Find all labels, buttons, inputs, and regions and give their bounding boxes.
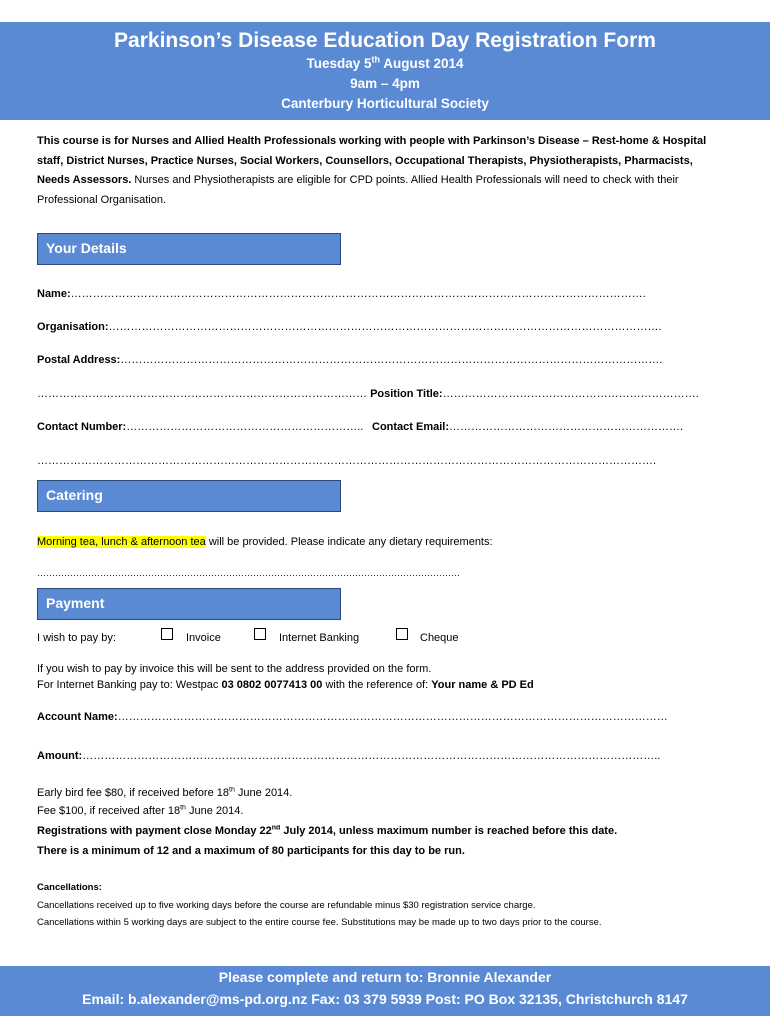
participant-limits-note: There is a minimum of 12 and a maximum of 80 participants for this day to be run. — [37, 845, 465, 857]
event-time: 9am – 4pm — [350, 76, 420, 91]
your-details-heading: Your Details — [37, 233, 341, 265]
organisation-field[interactable]: Organisation:……………………………………………………………………………………………………………………………………. — [37, 321, 662, 333]
position-title-label: Position Title: — [370, 388, 443, 400]
event-date: Tuesday 5th August 2014 — [306, 54, 464, 71]
registration-close-note: Registrations with payment close Monday 22nd July 2014, unless maximum number is reached before this date. — [37, 825, 618, 837]
name-field[interactable]: Name:…………………………………………………………………………………………………………………………………………. — [37, 288, 646, 300]
extra-line-field[interactable]: ……………………………………………………………………………………………………………………………………………………. — [37, 455, 657, 467]
contact-number-field[interactable]: Contact Number:……………………………………………………….. — [37, 421, 364, 433]
internet-banking-note: For Internet Banking pay to: Westpac 03 0802 0077413 00 with the reference of: Your name & PD Ed — [37, 679, 534, 691]
amount-field[interactable]: Amount:………………………………………………………………………………………………………………………………………….. — [37, 750, 661, 762]
return-to-note: Please complete and return to: Bronnie Alexander — [218, 969, 552, 985]
catering-highlight: Morning tea, lunch & afternoon tea — [37, 536, 206, 548]
early-bird-fee: Early bird fee $80, if received before 18th June 2014. — [37, 787, 293, 799]
intro-paragraph: This course is for Nurses and Allied Health Professionals working with people with Parkinson’s Disease – Rest-home & Hospital staff, District Nurses, Practice Nurses, Social Workers, Counsellors, Occupational Therapists, Physiotherapists, Pharmacists, Needs Assessors. Nurses and Physiotherapists are eligible for CPD points. Allied Health Professionals will need to check with their Professional Organisation. — [37, 135, 707, 206]
payment-reference: Your name & PD Ed — [431, 679, 534, 691]
invoice-label: Invoice — [186, 632, 221, 644]
cheque-checkbox[interactable] — [396, 628, 408, 640]
cancellations-section — [37, 879, 727, 932]
postal-address-field[interactable]: Postal Address:…………………………………………………………………………………………………………………………………. — [37, 354, 663, 366]
form-title: Parkinson’s Disease Education Day Registration Form — [114, 29, 656, 52]
cancellations-heading: Cancellations: — [37, 882, 102, 893]
footer-banner — [0, 966, 770, 1016]
cheque-label: Cheque — [420, 632, 459, 644]
standard-fee: Fee $100, if received after 18th June 2014. — [37, 805, 244, 817]
payment-method-row — [37, 628, 737, 648]
address-line-2-field[interactable]: ……………………………………………………………………………… Position Title:……………………………………………………………. — [37, 388, 699, 400]
contact-details: Email: b.alexander@ms-pd.org.nz Fax: 03 379 5939 Post: PO Box 32135, Christchurch 8147 — [82, 991, 688, 1007]
catering-text: Morning tea, lunch & afternoon tea will be provided. Please indicate any dietary requirements: — [37, 536, 493, 548]
invoice-checkbox[interactable] — [161, 628, 173, 640]
contact-email-field[interactable]: Contact Email:………………………………………………………. — [372, 421, 684, 433]
internet-banking-checkbox[interactable] — [254, 628, 266, 640]
cancellations-line-2: Cancellations within 5 working days are subject to the entire course fee. Substitutions may be made up to two days prior to the course. — [37, 917, 602, 928]
catering-heading: Catering — [37, 480, 341, 512]
account-name-field[interactable]: Account Name:…………………………………………………………………………………………………………………………………… — [37, 711, 668, 723]
internet-banking-label: Internet Banking — [279, 632, 360, 644]
cancellations-line-1: Cancellations received up to five working days before the course are refundable minus $30 registration service charge. — [37, 899, 536, 911]
pay-by-label: I wish to pay by: — [37, 632, 116, 644]
header-banner — [0, 22, 770, 120]
invoice-note: If you wish to pay by invoice this will be sent to the address provided on the form. — [37, 663, 432, 675]
event-venue: Canterbury Horticultural Society — [281, 96, 489, 111]
dietary-requirements-field[interactable]: …………………………………………………………………………………………………………………………… — [37, 568, 460, 578]
account-number: 03 0802 0077413 00 — [221, 679, 323, 691]
payment-heading: Payment — [37, 588, 341, 620]
